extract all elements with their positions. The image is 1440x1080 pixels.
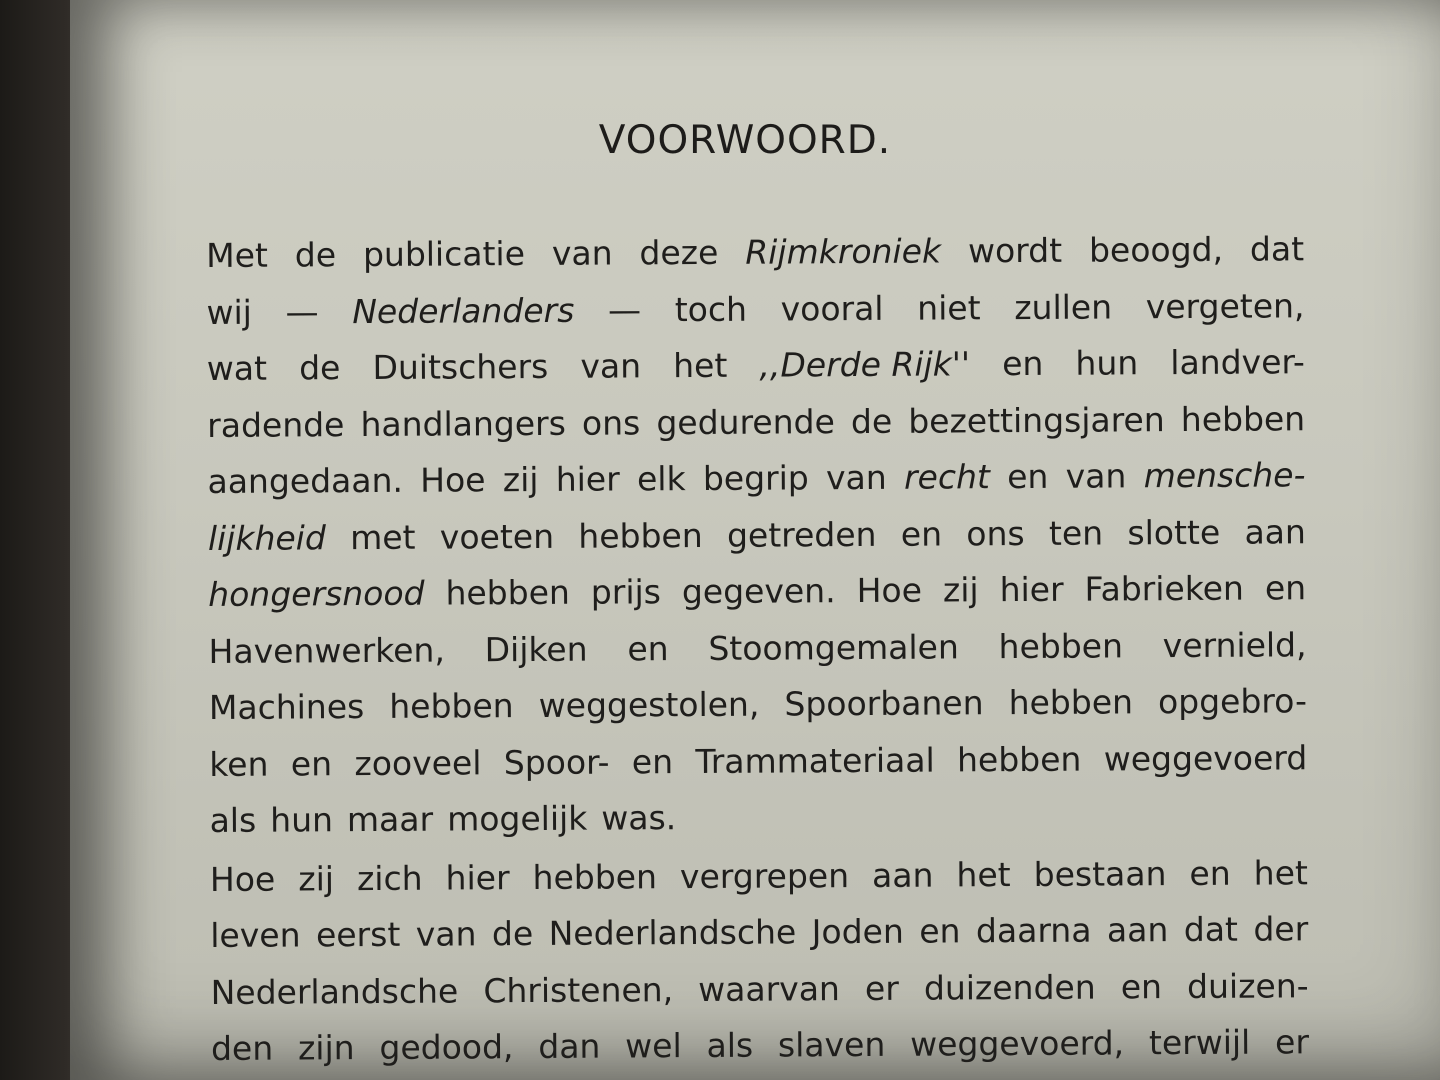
word: Hoe bbox=[420, 460, 486, 500]
word: maar bbox=[346, 799, 434, 840]
page-title: VOORWOORD. bbox=[598, 118, 892, 163]
word: het bbox=[956, 854, 1011, 894]
word: vooral bbox=[780, 288, 884, 328]
text-line bbox=[210, 958, 1308, 1021]
word: Havenwerken, bbox=[208, 630, 445, 671]
italic-word: recht bbox=[903, 457, 991, 497]
word: begrip bbox=[702, 458, 809, 498]
italic-word: mensche- bbox=[1143, 455, 1306, 496]
word: duizen- bbox=[1186, 965, 1309, 1006]
word: Dijken bbox=[484, 629, 588, 669]
text-line bbox=[209, 730, 1307, 793]
word: van bbox=[415, 914, 477, 954]
word: aan bbox=[871, 855, 934, 895]
word: en bbox=[900, 514, 943, 554]
paragraph bbox=[206, 221, 1308, 849]
word: met bbox=[350, 517, 416, 557]
word: het bbox=[673, 345, 728, 386]
text-line bbox=[209, 786, 1307, 849]
word: gedurende bbox=[656, 401, 835, 442]
word: aan bbox=[1106, 910, 1169, 950]
word: van bbox=[551, 233, 613, 273]
word: het bbox=[1253, 852, 1308, 893]
word: van bbox=[1065, 456, 1127, 496]
word: Christenen, bbox=[483, 969, 674, 1010]
text-line bbox=[210, 901, 1308, 964]
word: getreden bbox=[726, 514, 877, 555]
word: Spoor- bbox=[503, 742, 610, 782]
word: bezettingsjaren bbox=[908, 399, 1165, 441]
word: eerst bbox=[315, 914, 401, 955]
word: — bbox=[607, 289, 642, 330]
word: van bbox=[825, 457, 887, 498]
word: ten bbox=[1048, 513, 1104, 553]
word: weggestolen, bbox=[538, 684, 760, 725]
word: zij bbox=[298, 858, 335, 898]
text-line bbox=[207, 447, 1305, 510]
text-line bbox=[206, 278, 1304, 341]
word: Hoe bbox=[209, 859, 276, 899]
word: slotte bbox=[1127, 512, 1221, 552]
word: niet bbox=[917, 287, 981, 328]
word: der bbox=[1253, 909, 1309, 949]
word: Machines bbox=[208, 687, 365, 727]
word: voeten bbox=[439, 516, 555, 557]
word: prijs bbox=[590, 572, 662, 612]
word: Duitschers bbox=[372, 346, 549, 387]
word: aangedaan. bbox=[207, 460, 404, 501]
word: hier bbox=[445, 857, 510, 898]
word: Met bbox=[206, 235, 269, 275]
word: publicatie bbox=[362, 234, 526, 275]
word: gedood, bbox=[379, 1027, 514, 1067]
word: hebben bbox=[998, 625, 1124, 666]
word: slaven bbox=[777, 1024, 886, 1065]
word: en bbox=[1002, 343, 1044, 384]
word: ons bbox=[966, 513, 1025, 553]
word: hebben bbox=[1008, 682, 1134, 723]
word: wat bbox=[206, 348, 268, 388]
word: duizenden bbox=[923, 967, 1096, 1008]
word: en bbox=[1007, 456, 1049, 497]
word: deze bbox=[639, 232, 719, 273]
word: was. bbox=[601, 798, 677, 838]
word: dat bbox=[1249, 229, 1305, 269]
word: weggevoerd, bbox=[910, 1023, 1125, 1064]
word: hebben bbox=[532, 856, 658, 897]
word: en bbox=[627, 628, 669, 668]
word: den bbox=[210, 1028, 274, 1068]
word: — bbox=[285, 291, 319, 332]
body-text bbox=[206, 221, 1309, 1077]
text-line bbox=[207, 391, 1305, 454]
word: Nederlandsche bbox=[210, 970, 459, 1012]
word: vernield, bbox=[1162, 624, 1307, 665]
word: hebben bbox=[445, 572, 570, 613]
word: wel bbox=[625, 1026, 682, 1066]
word: hebben bbox=[1180, 398, 1306, 439]
word: Joden bbox=[811, 911, 904, 952]
word: elk bbox=[636, 459, 686, 499]
italic-word: hongersnood bbox=[208, 573, 425, 614]
word: en bbox=[631, 741, 674, 781]
text-line bbox=[211, 1014, 1309, 1077]
word: mogelijk bbox=[447, 798, 588, 839]
word: bestaan bbox=[1033, 853, 1167, 894]
word: hebben bbox=[956, 739, 1082, 779]
word: hier bbox=[999, 569, 1064, 610]
word: gegeven. bbox=[681, 571, 836, 612]
word: de bbox=[850, 401, 893, 441]
word: hun bbox=[270, 800, 334, 840]
word: van bbox=[580, 346, 642, 386]
word: de bbox=[299, 348, 341, 388]
word: radende bbox=[207, 404, 345, 445]
word: hebben bbox=[389, 686, 514, 726]
word: weggevoerd bbox=[1103, 737, 1308, 779]
italic-word: lijkheid bbox=[207, 517, 326, 558]
text-line bbox=[208, 617, 1306, 680]
text-line bbox=[208, 560, 1306, 623]
word: Nederlandsche bbox=[548, 912, 797, 953]
word: zij bbox=[502, 459, 539, 500]
word: en bbox=[290, 743, 333, 783]
word: er bbox=[1274, 1022, 1310, 1062]
word: zich bbox=[356, 858, 423, 898]
paragraph bbox=[210, 845, 1309, 1078]
italic-word: ,,Derde Rijk'' bbox=[759, 344, 971, 385]
word: als bbox=[209, 800, 257, 840]
text-line bbox=[209, 673, 1307, 736]
word: de bbox=[294, 235, 337, 275]
word: Hoe bbox=[856, 570, 923, 611]
word: en bbox=[1120, 966, 1163, 1006]
word: hebben bbox=[578, 515, 703, 556]
word: zullen bbox=[1014, 286, 1113, 327]
word: ons bbox=[581, 402, 641, 443]
word: zijn bbox=[297, 1028, 355, 1068]
word: dat bbox=[1183, 909, 1239, 950]
word: hier bbox=[555, 459, 620, 499]
word: wordt bbox=[967, 230, 1063, 271]
word: als bbox=[706, 1025, 754, 1065]
text-line bbox=[207, 334, 1305, 397]
text-line bbox=[206, 221, 1304, 284]
word: landver- bbox=[1170, 342, 1305, 383]
word: dan bbox=[538, 1026, 601, 1066]
word: er bbox=[864, 968, 899, 1008]
word: zooveel bbox=[354, 742, 482, 783]
word: leven bbox=[210, 915, 301, 955]
text-line bbox=[208, 504, 1306, 567]
word: zij bbox=[942, 570, 979, 610]
word: Fabrieken bbox=[1084, 568, 1245, 609]
word: de bbox=[491, 914, 534, 954]
word: handlangers bbox=[360, 403, 566, 444]
word: Spoorbanen bbox=[784, 683, 984, 724]
word: daarna bbox=[975, 910, 1092, 951]
word: opgebro- bbox=[1157, 681, 1308, 722]
word: terwijl bbox=[1148, 1022, 1251, 1063]
word: en bbox=[1264, 568, 1307, 608]
word: waarvan bbox=[698, 968, 841, 1009]
word: en bbox=[1189, 853, 1231, 893]
word: ken bbox=[209, 744, 269, 784]
word: Trammateriaal bbox=[695, 740, 935, 781]
italic-word: Rijmkroniek bbox=[745, 231, 942, 272]
word: wij bbox=[206, 292, 252, 332]
word: hun bbox=[1075, 343, 1139, 383]
text-line bbox=[210, 845, 1308, 908]
italic-word: Nederlanders bbox=[352, 290, 575, 331]
word: vergrepen bbox=[679, 855, 850, 896]
word: beoogd, bbox=[1088, 229, 1224, 270]
word: en bbox=[919, 911, 961, 951]
word: toch bbox=[674, 289, 748, 329]
word: Stoomgemalen bbox=[708, 626, 959, 668]
word: aan bbox=[1244, 511, 1306, 552]
word: vergeten, bbox=[1145, 285, 1305, 326]
